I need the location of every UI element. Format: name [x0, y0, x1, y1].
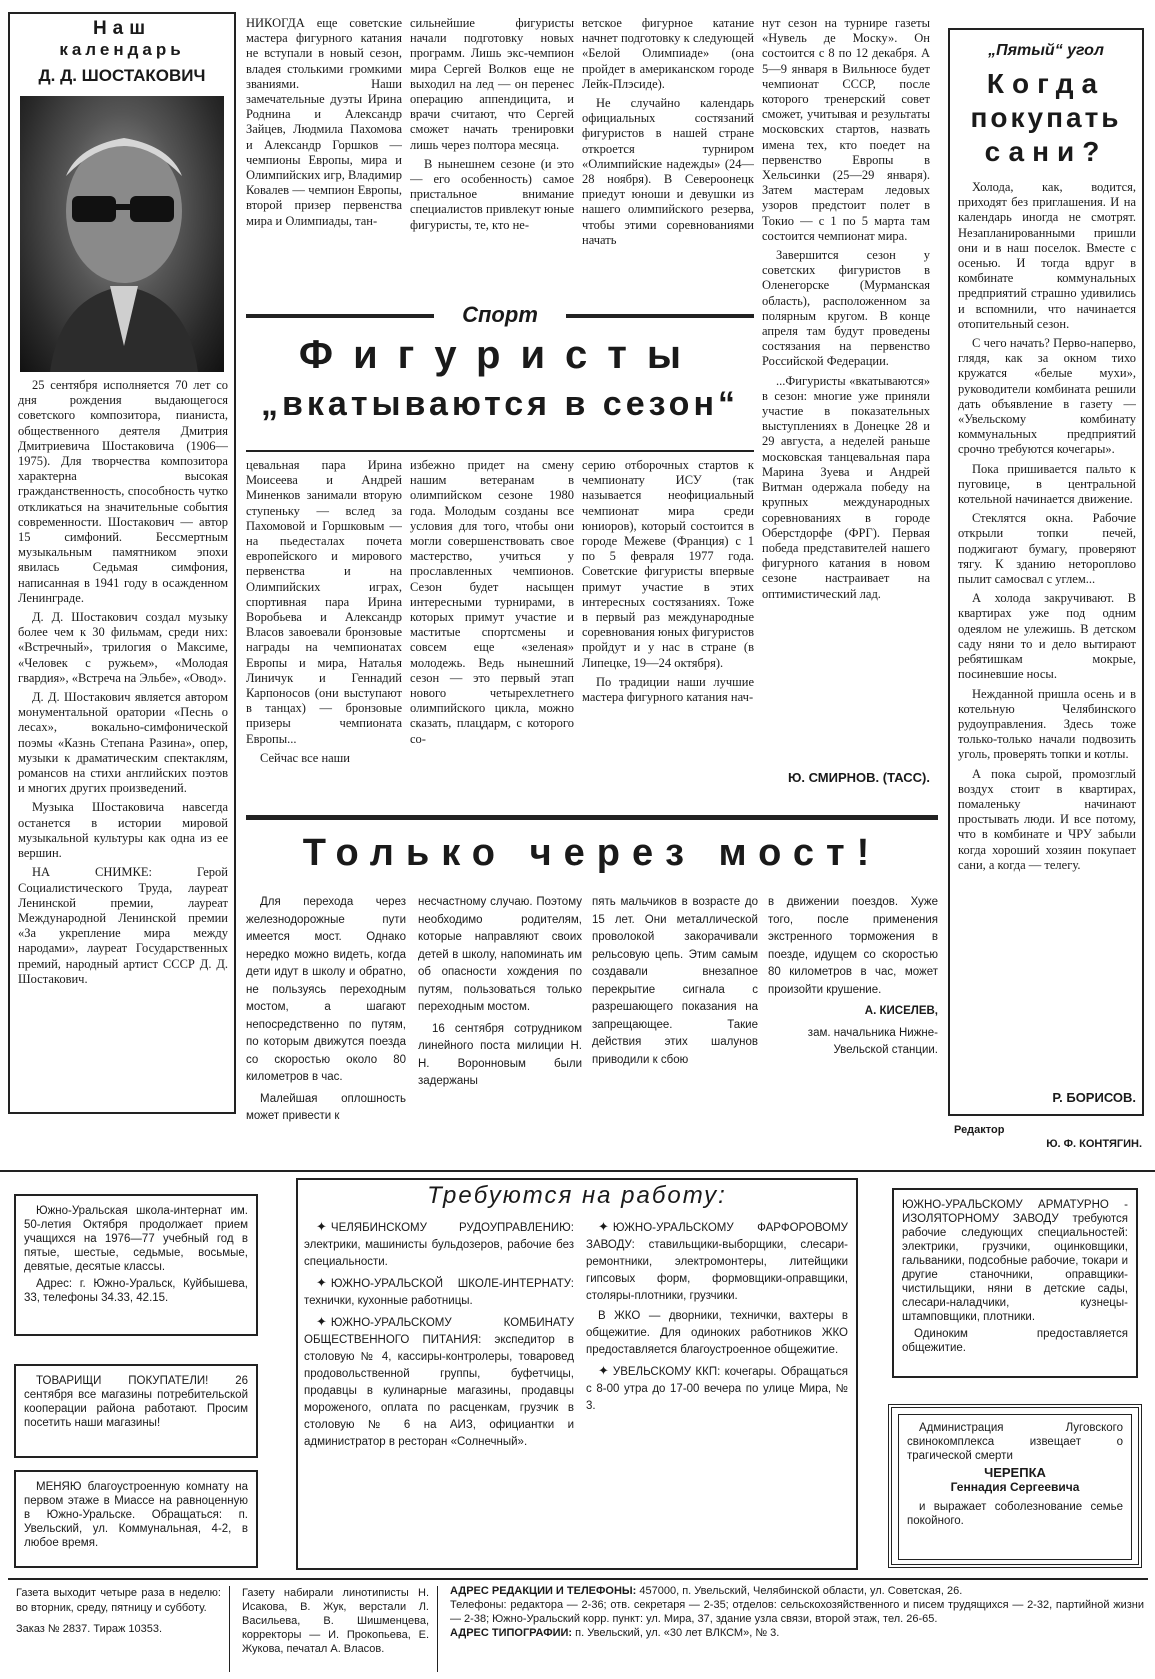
star-icon: ✦: [316, 1219, 327, 1234]
sport-headline-rule: [246, 450, 754, 452]
corner-paragraph: А пока сырой, промозглый воздух стоит в квартирах, помаленьку начинают простывать люди. И все потому, что в комбинате и ЧРУ забыли когда хороший хозяин покупает сани, а когда — телегу.: [958, 766, 1136, 872]
sport-rubric-rule-right: [566, 314, 754, 318]
job-item-text: В ЖКО — дворники, технички, вахтеры в общежитие. Для одиноких работников ЖКО предоставляется благоустроенное общежитие.: [586, 1310, 848, 1356]
job-item: [304, 1274, 574, 1310]
sport-top-col-1: [246, 16, 402, 302]
job-item: [586, 1362, 848, 1415]
ad-jobs-right: [586, 1218, 848, 1562]
footer-rule: [8, 1578, 1148, 1580]
ad-armatura-note: Одиноким предоставляется общежитие.: [902, 1328, 1128, 1354]
sport-paragraph: НИКОГДА еще советские мастера фигурного катания не вступали в новый сезон, владея столькими громкими званиями. Наши замечательные дуэты Ирина Роднина и Александр Зайцев, Людмила Пахомова и Александр Горшков — чемпионы Европы, мира и Олимпийских игр, Владимир Ковалев — чемпион Европы, второй призер первенства мира и Олимпиады, тан-: [246, 16, 402, 228]
bridge-col-2: [418, 894, 582, 1156]
editor-label: Редактор: [954, 1124, 1005, 1136]
star-icon: ✦: [598, 1363, 609, 1378]
obituary-condolence: и выражает соболезнование семье покойного.: [907, 1501, 1123, 1527]
bridge-paragraph: Для перехода через железнодорожные пути имеется мост. Однако нередко можно видеть, когда дети идут в школу и обратно, не пользуясь переходным мостом, а шагают непосредственно по путям, по которым движутся поезда со скоростью около 80 километров в час.: [246, 896, 406, 1083]
sport-paragraph: Завершится сезон у советских фигуристов в Оленегорске (Мурманская область), расположенном за полярным кругом. В конце апреля там будут проведены состязания на первенство Российской Федерации.: [762, 248, 930, 369]
sport-paragraph: избежно придет на смену нашим ветеранам в олимпийском сезоне 1980 года. Молодым созданы все условия для того, чтобы они могли совершенствовать свое мастерство, учиться у прославленных чемпионов. Сезон будет насыщен интересными турнирами, в которых примут участие и маститые спортсмены и совсем еще «зеленая» молодежь. Ведь нынешний сезон — это первый этап нового четырехлетнего олимпийского цикла, можно сказать, плацдарм, с которого со-: [410, 458, 574, 746]
sport-paragraph: По традиции наши лучшие мастера фигурного катания нач-: [582, 674, 754, 705]
job-item: [304, 1313, 574, 1451]
sport-signature: Ю. СМИРНОВ. (ТАСС).: [787, 770, 930, 785]
sport-top-col-3: [582, 16, 754, 302]
job-item-text: ЮЖНО-УРАЛЬСКОМУ ФАРФОРОВОМУ ЗАВОДУ: ставильщики-выборщики, слесари-ремонтники, электромонтеры, литейщики гипсовых форм, формовщики-оправщики, столяры-плотники, грузчики.: [586, 1222, 848, 1302]
corner-text: [958, 180, 1136, 1082]
ad-school-text: Южно-Уральская школа-интернат им. 50-летия Октября продолжает прием учащихся на 1976—77 учебный год в пятые, шестые, седьмые, восьмые, девятые, десятые классы.: [24, 1205, 248, 1273]
sport-paragraph: ...Фигуристы «вкатываются» в сезон: многие уже приняли участие в показательных выступлениях в Донецке 28 и 29 августа, а неделей раньше московская танцевальная пара Марина Зуева и Андрей Витман одержала победу на крупных международных соревнованиях в городе Оберстдорфе (ФРГ). Первая победа представителей нашего фигурного катания в новом сезоне настраивает на оптимистический лад.: [762, 373, 930, 601]
calendar-heading-1: Наш: [92, 18, 152, 39]
sport-paragraph: ветское фигурное катание начнет подготовку к следующей «Белой Олимпиаде» (она пройдет в американском городе Лейк-Плэсиде).: [582, 16, 754, 91]
obituary-text: Администрация Луговского свинокомплекса извещает о трагической смерти: [907, 1422, 1123, 1462]
bridge-signature-name: А. КИСЕЛЕВ,: [864, 1005, 938, 1017]
ad-buyers: [14, 1364, 258, 1458]
corner-paragraph: С чего начать? Перво-наперво, глядя, как за окном тихо кружатся «белые мухи», руководители комбината решили дать объявление в газету — «Увельскому комбинату коммунальных предприятий срочно требуются кочегары».: [958, 336, 1136, 457]
job-item-text: ЮЖНО-УРАЛЬСКОЙ ШКОЛЕ-ИНТЕРНАТУ: технички, кухонные работницы.: [304, 1278, 574, 1307]
job-item-text: ЮЖНО-УРАЛЬСКОМУ КОМБИНАТУ ОБЩЕСТВЕННОГО ПИТАНИЯ: экспедитор в столовую № 4, кассиры-контролеры, товаровед продовольственной группы, буфетчицы, продавцы в кулинарные магазины, продавцы мороженого, оплата по расценкам, грузчик в столовую № 6 на АИЗ, официантки и администратор в ресторан «Солнечный».: [304, 1317, 574, 1448]
sport-paragraph: В нынешнем сезоне (и это — его особенность) самое пристальное внимание специалистов привлекут юные фигуристы, те, кто не-: [410, 156, 574, 232]
star-icon: ✦: [316, 1314, 327, 1329]
editor-name: Ю. Ф. КОНТЯГИН.: [1046, 1138, 1142, 1150]
corner-headline-1: Когда: [986, 68, 1106, 99]
sport-paragraph: Не случайно календарь официальных состязаний фигуристов в нашей стране откроется турниром «Олимпийские надежды» (24—28 ноября). В Североонецк приедут юноши и девушки из нашего олимпийского резерва, чтобы этими соревнованиями начать: [582, 96, 754, 247]
ad-exchange-text: МЕНЯЮ благоустроенную комнату на первом этаже в Миассе на равноценную в Южно-Уральске. Обращаться: п. Увельский, ул. Коммунальная, 4-2, в любое время.: [24, 1481, 248, 1549]
bridge-paragraph: Малейшая оплошность может привести к: [246, 1092, 406, 1122]
bridge-paragraph: несчастному случаю. Поэтому необходимо родителям, которые направляют своих детей в школу, напоминать им об опасности хождения по путям, пользоваться только переходным мостом.: [418, 896, 582, 1013]
sport-bot-col-1: [246, 458, 402, 796]
footer-address-title: АДРЕС РЕДАКЦИИ И ТЕЛЕФОНЫ:: [450, 1585, 637, 1597]
corner-signature: Р. БОРИСОВ.: [1052, 1090, 1136, 1105]
footer-phones: Телефоны: редактора — 2-36; отв. секретаря — 2-35; отделов: сельскохозяйственного и писем трудящихся — 2-32, партийной жизни — 2-38; Южно-Уральский корр. пункт: ул. Мира, 37, здание узла связи, второй этаж, тел. 26-65.: [450, 1599, 1144, 1625]
calendar-heading-2: календарь: [59, 40, 185, 59]
corner-rubric: „Пятый“ угол: [988, 42, 1104, 59]
footer-typo: п. Увельский, ул. «30 лет ВЛКСМ», № 3.: [575, 1627, 780, 1639]
bridge-col-4: [768, 894, 938, 1156]
corner-headline-3: сани?: [984, 136, 1108, 167]
bridge-signature-title: зам. начальника Нижне-Увельской станции.: [807, 1026, 938, 1056]
job-item-text: ЧЕЛЯБИНСКОМУ РУДОУПРАВЛЕНИЮ: электрики, машинисты бульдозеров, рабочие без специальности.: [304, 1222, 574, 1268]
footer-typo-title: АДРЕС ТИПОГРАФИИ:: [450, 1627, 573, 1639]
job-item: [586, 1308, 848, 1359]
ad-armatura: [892, 1188, 1138, 1378]
sport-rubric-rule-left: [246, 314, 434, 318]
calendar-text: [18, 378, 228, 1106]
ad-exchange: [14, 1470, 258, 1568]
ad-armatura-text: ЮЖНО-УРАЛЬСКОМУ АРМАТУРНО - ИЗОЛЯТОРНОМУ ЗАВОДУ требуются рабочие следующих специальностей: электрики, грузчики, оцинковщики, гальваники, подсобные рабочие, токари и другие станочники, оправщики-чистильщики, няни в детские сады, слесари-наладчики, кузнецы-штамповщики, плотники.: [902, 1199, 1128, 1323]
ad-jobs-left: [304, 1218, 574, 1562]
calendar-paragraph: Д. Д. Шостакович создал музыку более чем к 30 фильмам, среди них: «Встречный», трилогия о Максиме, «Человек с ружьем», «Молодая гвардия», «Встреча на Эльбе», «Овод».: [18, 610, 228, 685]
sport-paragraph: цевальная пара Ирина Моисеева и Андрей Миненков занимали вторую ступеньку — вслед за Пахомовой и Горшковым — на пьедесталах почета европейского и мирового первенства и на Олимпийских играх, спортивная пара Ирина Воробьева и Александр Власов завоевали бронзовые награды на чемпионатах Европы и мира, Наталья Линичук и Геннадий Карпоносов (они выступают в танцах) — бронзовые призеры чемпионата Европы...: [246, 458, 402, 746]
job-item-text: УВЕЛЬСКОМУ ККП: кочегары. Обращаться с 8-00 утра до 17-00 вечера по улице Мира, № 3.: [586, 1366, 848, 1412]
sport-col-4: [762, 16, 930, 776]
sport-paragraph: нут сезон на турнире газеты «Нувель де Моску». Он состоится с 8 по 12 декабря. А 5—9 января в Вильнюсе будет чемпионат СССР, после которого тренерский совет сможет, учитывая и результаты московских стартов, назвать имена тех, кто поедет на первенство Европы в Хельсинки (25—29 января). Затем мастерам ледовых узоров предстоит полет в Токио — с 1 по 5 марта там состоится чемпионат мира.: [762, 16, 930, 243]
corner-paragraph: Пока пришивается пальто к пуговице, в центральной котельной начинается движение.: [958, 461, 1136, 507]
job-item: [586, 1218, 848, 1305]
sport-paragraph: серию отборочных стартов к чемпионату ИСУ (так называется неофициальный чемпионат мира среди юниоров), который состоится в городе Межеве (Франция) с 1 по 5 февраля 1977 года. Советские фигуристы впервые примут участие в этих интересных состязаниях. Тоже в первый раз международные соревнования юных фигуристов пройдут и у нас в стране (в Липецке, 19—24 октября).: [582, 458, 754, 670]
footer-schedule-box: [16, 1586, 230, 1672]
obituary-patronymic: Геннадия Сергеевича: [950, 1480, 1080, 1494]
sport-rubric: Спорт: [462, 302, 538, 327]
ad-school-address: Адрес: г. Южно-Уральск, Куйбышева, 33, телефоны 34.33, 42.15.: [24, 1278, 248, 1304]
sport-paragraph: Сейчас все наши: [260, 750, 350, 765]
corner-paragraph: Нежданной пришла осень и в котельную Челябинского рудоуправления. Здесь тоже только-только начали подвозить уголь, проверять топки и котлы.: [958, 686, 1136, 762]
calendar-person-name: Д. Д. ШОСТАКОВИЧ: [38, 66, 206, 85]
sport-paragraph: сильнейшие фигуристы начали подготовку новых программ. Лишь экс-чемпион мира Сергей Волков еще не выходил на лед — он перенес операцию аппендицита, и врачи считают, что Сергей сможет начать тренировки лишь через полтора месяца.: [410, 16, 574, 152]
sport-headline-2: „вкатываются в сезон“: [261, 385, 739, 423]
portrait-photo: [20, 96, 224, 372]
portrait-silhouette: [20, 96, 224, 372]
ad-jobs-title: Требуются на работу:: [427, 1182, 727, 1209]
ad-school: [14, 1194, 258, 1336]
job-item: [304, 1218, 574, 1271]
sport-top-col-2: [410, 16, 574, 302]
bridge-paragraph: пять мальчиков в возрасте до 15 лет. Они металлической проволокой закорачивали рельсовую цепь. Этим самым создавали внезапное перекрытие сигнала с разрешающего показания на запрещающее. Такие действия этих шалунов приводили к сбою: [592, 896, 758, 1066]
corner-headline-2: покупать: [970, 102, 1122, 133]
calendar-paragraph: 25 сентября исполняется 70 лет со дня рождения выдающегося советского композитора, пианиста, общественного деятеля Дмитрия Дмитриевича Шостаковича (1906—1975). Для творчества композитора характерна высокая гражданственность, способность чутко откликаться на значительные события современности. Шостакович — автор 15 симфоний. Бессмертным музыкальным памятником эпохи явилась Седьмая симфония, написанная в 1941 году в осажденном Ленинграде.: [18, 378, 228, 605]
corner-paragraph: Стеклятся окна. Рабочие открыли топки печей, поджигают бумагу, проверяют тягу. К зданию нетороплово пылит самосвал с углем...: [958, 511, 1136, 587]
sport-bot-col-3: [582, 458, 754, 796]
calendar-paragraph: НА СНИМКЕ: Герой Социалистического Труда, лауреат Ленинской премии, лауреат Международной Ленинской премии «За укрепление мира между народами», лауреат Государственных премий, народный артист СССР Д. Д. Шостакович.: [18, 865, 228, 986]
sport-headline-1: Фигуристы: [298, 333, 702, 377]
bridge-col-3: [592, 894, 758, 1156]
bridge-headline: Только через мост!: [302, 832, 882, 874]
calendar-paragraph: Музыка Шостаковича навсегда останется в истории мировой музыкальной культуры как одна из ее вершин.: [18, 800, 228, 861]
bridge-top-rule: [246, 815, 938, 820]
ad-buyers-text: ТОВАРИЩИ ПОКУПАТЕЛИ! 26 сентября все магазины потребительской кооперации района работают. Просим посетить наши магазины!: [24, 1375, 248, 1429]
footer-address-block: [450, 1584, 1144, 1674]
calendar-paragraph: Д. Д. Шостакович является автором монументальной оратории «Песнь о лесах», вокально-симфонической поэмы «Казнь Степана Разина», опер, музыки к драматическим спектаклям, романсов на стихи английских поэтов и многих других произведений.: [18, 690, 228, 796]
footer-order: Заказ № 2837. Тираж 10353.: [16, 1623, 163, 1635]
obituary-name: ЧЕРЕПКА: [984, 1465, 1046, 1480]
ad-obituary-inner: [898, 1414, 1132, 1560]
star-icon: ✦: [598, 1219, 609, 1234]
footer-schedule: Газета выходит четыре раза в неделю: во вторник, среду, пятницу и субботу.: [16, 1587, 221, 1614]
corner-paragraph: Холода, как, водится, приходят без приглашения. И на календарь иногда не смотрят. Незапланированными пришли они и в наш поселок. Вместе с осенью. И тогда вдруг в комбинате коммунальных предприятий страшно удивились и вспомнили, что начинается отопительный сезон.: [958, 180, 1136, 331]
bridge-paragraph: 16 сентября сотрудником линейного поста милиции Н. Н. Воронновым были задержаны: [418, 1022, 582, 1087]
footer-address: 457000, п. Увельский, Челябинской области, ул. Советская, 26.: [639, 1585, 963, 1597]
bridge-paragraph: в движении поездов. Хуже того, после применения экстренного торможения в поезде, идущем со скоростью 80 километров в час, может произойти крушение.: [768, 896, 938, 996]
bridge-col-1: [246, 894, 406, 1156]
footer-staff: Газету набирали линотиписты Н. Исакова, В. Жук, верстали Л. Васильева, В. Шишменцева, корректоры — И. Прокопьева, Е. Жукова, печатал А. Власов.: [242, 1586, 438, 1672]
ads-separator: [0, 1170, 1155, 1172]
sport-bot-col-2: [410, 458, 574, 796]
star-icon: ✦: [316, 1275, 327, 1290]
corner-paragraph: А холода закручивают. В квартирах уже под одним одеялом не улежишь. В детском саду няни то и дело вытирают ребятишкам мокрые, посиневшие носы.: [958, 591, 1136, 682]
